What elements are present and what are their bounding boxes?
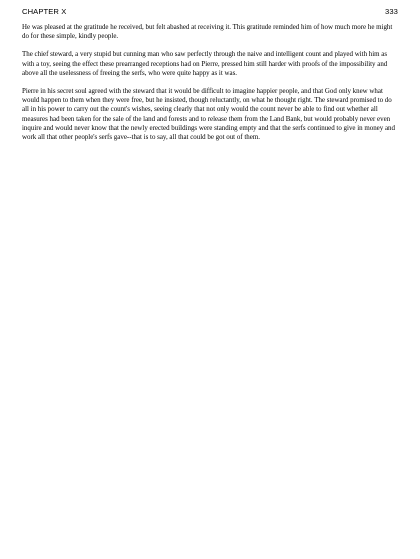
page-body [22,23,398,151]
chapter-title: CHAPTER X [22,7,67,16]
page-number: 333 [385,7,398,16]
page-header [22,7,398,19]
paragraph-3: Pierre in his secret soul agreed with the steward that it would be difficult to imagine happier people, and that God only knew what would happen to them when they were free, but he insisted, though reluctantly, on what he thought right. The steward promised to do all in his power to carry out the count's wishes, seeing clearly that not only would the count never be able to find out whether all measures had been taken for the sale of the land and forests and to release them from the Land Bank, but would probably never even inquire and would never know that the newly erected buildings were standing empty and that the serfs continued to give in money and work all that other people's serfs gave--that is to say, all that could be got out of them. [22,87,395,142]
paragraph-1: He was pleased at the gratitude he received, but felt abashed at receiving it. This gratitude reminded him of how much more he might do for these simple, kindly people. [22,23,393,41]
paragraph-2: The chief steward, a very stupid but cunning man who saw perfectly through the naive and intelligent count and played with him as with a toy, seeing the effect these prearranged receptions had on Pierre, pressed him still harder with proofs of the impossibility and above all the uselessness of freeing the serfs, who were quite happy as it was. [22,50,388,77]
